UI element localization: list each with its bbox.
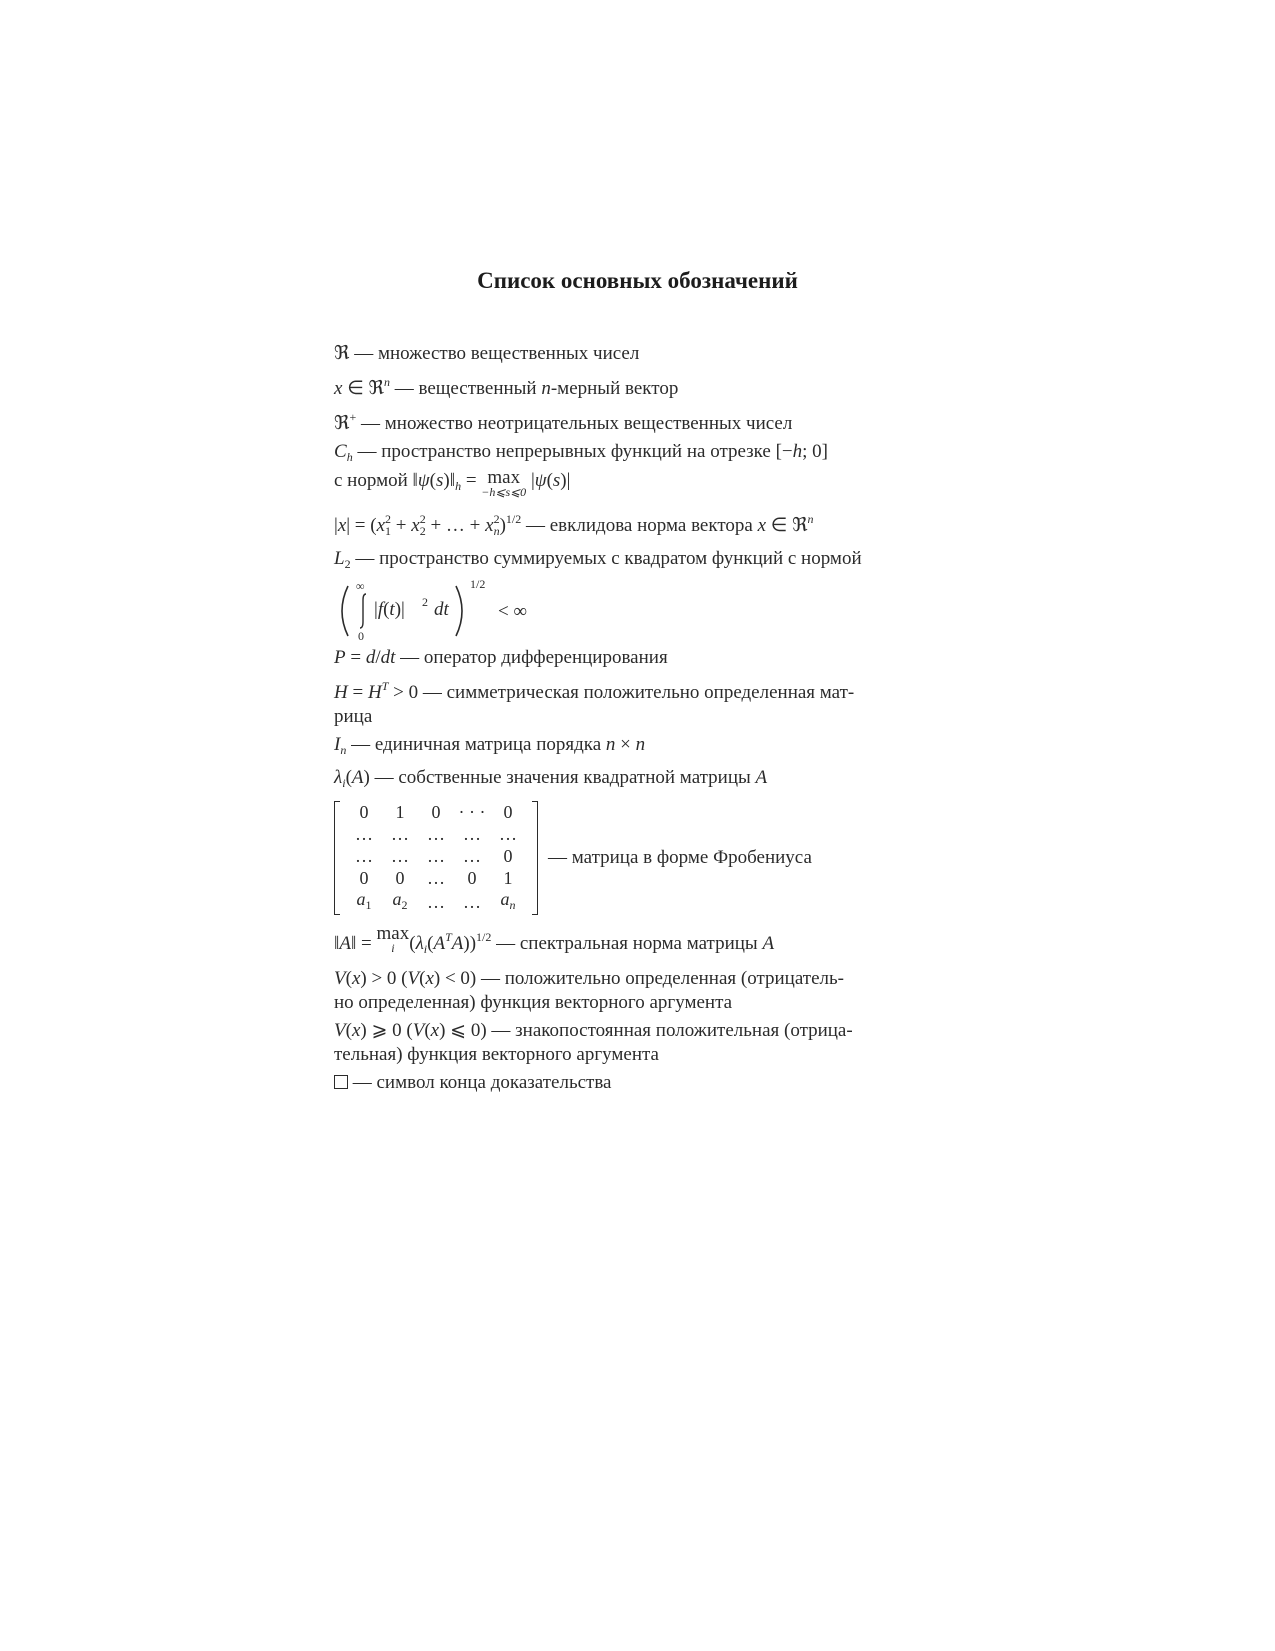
- entry-vector: x ∈ ℜ$^n$ — вещественный n-мерный вектор: [334, 375, 679, 399]
- entry-identity: $I_n$ — единичная матрица порядка n × n: [334, 734, 646, 757]
- nonneg-desc: — множество неотрицательных вещественных чисел: [361, 413, 793, 434]
- l2-norm-formula: [334, 580, 938, 642]
- entry-spectral: ‖A‖ = max i $(\lambda_i(A^TA))^{1/2}$ — спектральная норма матрицы A: [334, 923, 775, 956]
- vector-desc: — вещественный: [394, 378, 537, 399]
- entry-l2: $L_2$ — пространство суммируемых с квадратом функций с нормой: [334, 548, 862, 571]
- diff-desc: — оператор дифференцирования: [400, 647, 668, 668]
- entry-diff: P = d/dt — оператор дифференцирования: [334, 647, 668, 668]
- entry-posdef: V(x) > 0 (V(x) < 0) — положительно определенная (отрицатель-: [334, 968, 844, 989]
- entry-sym-tail: рица: [334, 706, 373, 727]
- page-title: Список основных обозначений: [477, 268, 798, 293]
- entry-eigen: $\lambda_i(A)$ — собственные значения квадратной матрицы A: [334, 767, 768, 790]
- eigen-desc: — собственные значения квадратной матрицы: [374, 767, 751, 788]
- spectral-desc: — спектральная норма матрицы: [496, 933, 758, 954]
- svg-text:2: 2: [422, 595, 428, 609]
- qed-desc: — символ конца доказательства: [352, 1072, 612, 1093]
- posdef-desc: — положительно определенная (отрицатель-: [481, 968, 844, 989]
- entry-semidef: V(x) ⩾ 0 (V(x) ⩽ 0) — знакопостоянная положительная (отрица-: [334, 1020, 853, 1041]
- euclid-desc: — евклидова норма вектора: [526, 515, 753, 536]
- semidef-desc: — знакопостоянная положительная (отрица-: [491, 1020, 853, 1041]
- svg-text:dt: dt: [434, 599, 449, 620]
- svg-text:0: 0: [358, 629, 364, 642]
- entry-sym: $H = H^T > 0$ — симметрическая положительно определенная мат-: [334, 679, 855, 703]
- reals-symbol: ℜ: [334, 342, 350, 364]
- entry-frobenius: [334, 801, 938, 915]
- entry-ch-norm: с нормой $‖\psi(s)‖_h$ = max −h⩽s⩽0 |ψ(s)|: [334, 467, 571, 499]
- svg-text:|f(t)|: |f(t)|: [374, 599, 405, 620]
- entry-ch: $C_h$ — пространство непрерывных функций на отрезке [−h; 0]: [334, 441, 828, 464]
- l2-desc: — пространство суммируемых с квадратом функций с нормой: [355, 548, 862, 569]
- max-operator: max −h⩽s⩽0: [481, 467, 527, 499]
- l2-norm-svg: [334, 580, 574, 642]
- reals-desc: — множество вещественных чисел: [354, 343, 640, 364]
- svg-text:∞: ∞: [356, 580, 365, 593]
- svg-text:1/2: 1/2: [470, 580, 486, 591]
- identity-desc: — единичная матрица порядка: [351, 734, 602, 755]
- sym-desc: — симметрическая положительно определенная мат-: [422, 682, 855, 703]
- entry-nonneg: ℜ+ — множество неотрицательных вещественных чисел: [334, 410, 793, 434]
- entry-reals: [334, 341, 938, 366]
- frobenius-desc: — матрица в форме Фробениуса: [548, 847, 812, 868]
- svg-text:< ∞: < ∞: [498, 601, 528, 622]
- notation-list: [334, 341, 938, 1099]
- entry-posdef-tail: но определенная) функция векторного аргумента: [334, 992, 733, 1013]
- entry-semidef-tail: тельная) функция векторного аргумента: [334, 1044, 659, 1065]
- frobenius-matrix: 0 1 0 · · · 0 … … … … … … … … … 0 0 0 … 0 1 $a_1$ $a_2$ … … $a_n$: [334, 801, 538, 915]
- ch-desc: — пространство непрерывных функций на отрезке: [357, 441, 771, 462]
- qed-box-icon: [334, 1075, 348, 1089]
- entry-qed: [334, 1071, 938, 1095]
- entry-euclid: $|x| = (x_1^2 + x_2^2$ + … + $x_n^2)^{1/2}$ — евклидова норма вектора x ∈ ℜ$^n$: [334, 512, 814, 538]
